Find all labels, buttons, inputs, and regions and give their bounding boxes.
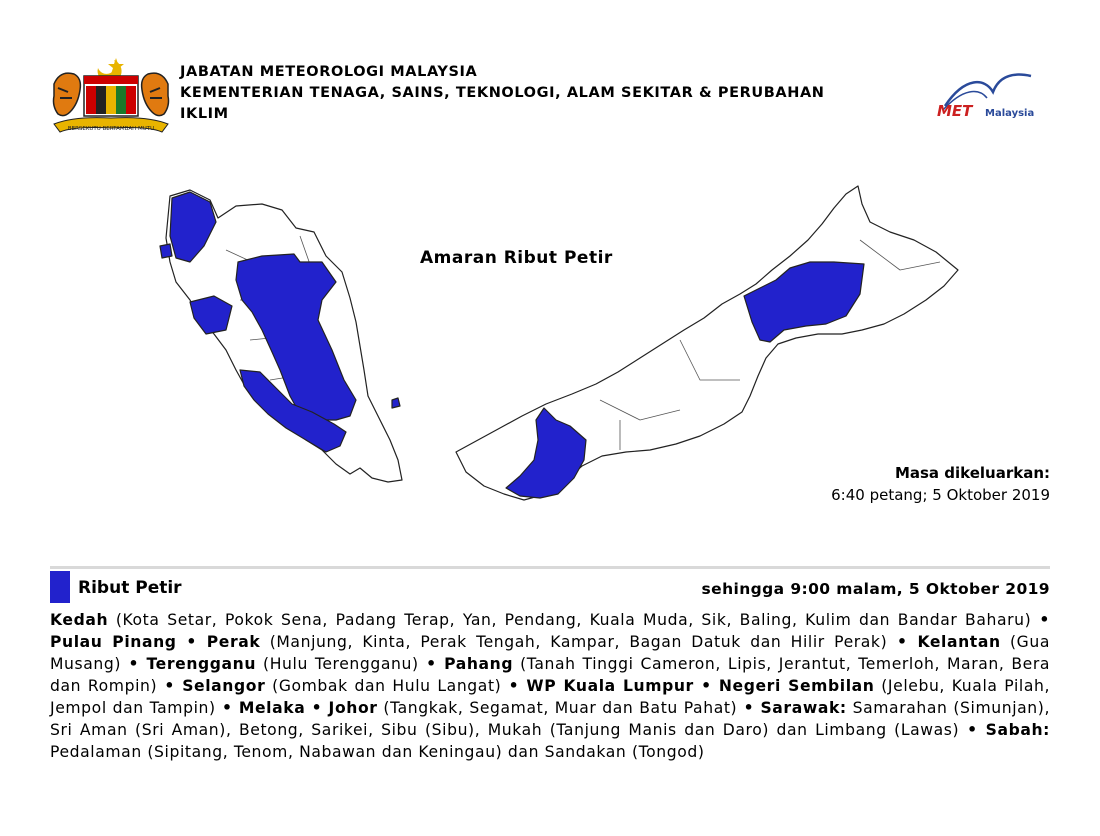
bullet-separator: • (418, 655, 445, 673)
warning-area-state: Pulau Pinang (50, 633, 177, 651)
warning-area-details: (Kota Setar, Pokok Sena, Padang Terap, Yan, Pendang, Kuala Muda, Sik, Baling, Kulim dan Bandar Baharu) (108, 611, 1032, 629)
met-logo-subtext: Malaysia (985, 108, 1035, 119)
warning-area-item (182, 677, 501, 695)
warning-area-state: Sabah: (985, 721, 1050, 739)
bullet-separator: • (737, 699, 761, 717)
issued-label: Masa dikeluarkan: (894, 464, 1050, 482)
bullet-separator: • (305, 699, 329, 717)
warning-area-details: Samarahan (Simunjan), Sri Aman (Sri Aman), Betong, Sarikei, Sibu (Sibu), Mukah (Tanjung Manis dan Daro) dan Limbang (Lawas) (50, 699, 1051, 739)
issued-time-block (831, 462, 1050, 506)
warning-area-state: Johor (328, 699, 378, 717)
bullet-separator: • (176, 633, 207, 651)
crest-motto-text: BERSEKUTU BERTAMBAH MUTU (67, 126, 155, 132)
section-divider (50, 566, 1050, 569)
warning-area-item (50, 633, 177, 651)
org-line-2: KEMENTERIAN TENAGA, SAINS, TEKNOLOGI, ALAM SEKITAR & PERUBAHAN (180, 85, 825, 101)
warning-area-list (50, 609, 1050, 763)
bullet-separator: • (693, 677, 719, 695)
warning-area-state: Kelantan (917, 633, 1001, 651)
org-line-1: JABATAN METEOROLOGI MALAYSIA (180, 64, 478, 80)
bullet-separator: • (215, 699, 239, 717)
warning-area-state: Melaka (238, 699, 306, 717)
warning-area-item (329, 699, 738, 717)
warning-area-state: WP Kuala Lumpur (526, 677, 694, 695)
bullet-separator: • (1031, 611, 1050, 629)
map-title: Amaran Ribut Petir (420, 248, 613, 268)
org-line-3: IKLIM (180, 106, 229, 122)
bullet-separator: • (959, 721, 986, 739)
warning-area-state: Kedah (50, 611, 109, 629)
warning-area-state: Selangor (182, 677, 266, 695)
legend-swatch (50, 571, 70, 603)
issued-time: 6:40 petang; 5 Oktober 2019 (831, 486, 1050, 504)
borneo-malaysia (456, 186, 958, 500)
warning-area-details: (Gua Musang) (50, 633, 1051, 673)
warning-area-details: (Hulu Terengganu) (256, 655, 419, 673)
warning-area-item (147, 655, 419, 673)
warning-area-item (239, 699, 305, 717)
warning-area-item (207, 633, 887, 651)
warning-area-johor-islet (392, 398, 400, 408)
bullet-separator: • (501, 677, 527, 695)
warning-area-state: Perak (206, 633, 261, 651)
bullet-separator: • (887, 633, 918, 651)
warning-area-item (50, 611, 1031, 629)
met-logo-text: MET (937, 102, 973, 120)
warning-area-item (526, 677, 693, 695)
warning-area-details: (Jelebu, Kuala Pilah, Jempol dan Tampin) (50, 677, 1051, 717)
warning-area-state: Sarawak: (760, 699, 847, 717)
warning-area-details: Pedalaman (Sipitang, Tenom, Nabawan dan Keningau) dan Sandakan (Tongod) (50, 743, 705, 761)
warning-area-details: (Manjung, Kinta, Perak Tengah, Kampar, Bagan Datuk dan Hilir Perak) (260, 633, 888, 651)
warning-area-penang (160, 244, 172, 258)
warning-area-state: Pahang (444, 655, 514, 673)
bullet-separator: • (157, 677, 183, 695)
warning-area-details: (Gombak dan Hulu Langat) (265, 677, 502, 695)
warning-area-state: Terengganu (146, 655, 257, 673)
bullet-separator: • (121, 655, 147, 673)
warning-area-state: Negeri Sembilan (718, 677, 875, 695)
valid-until: sehingga 9:00 malam, 5 Oktober 2019 (701, 580, 1050, 598)
warning-area-details: (Tangkak, Segamat, Muar dan Batu Pahat) (377, 699, 738, 717)
warning-area-details: (Tanah Tinggi Cameron, Lipis, Jerantut, Temerloh, Maran, Bera dan Rompin) (50, 655, 1051, 695)
legend-label: Ribut Petir (78, 578, 182, 598)
